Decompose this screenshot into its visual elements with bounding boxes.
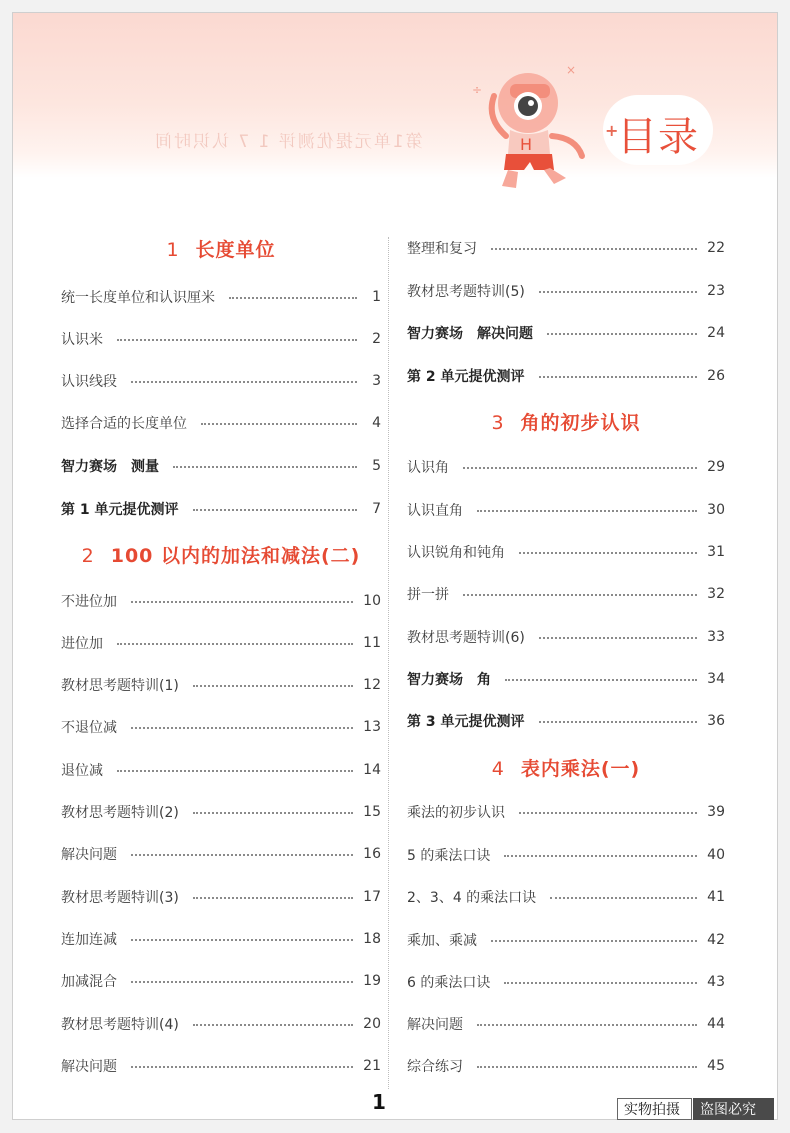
watermark-label: 实物拍摄 [617, 1098, 692, 1120]
toc-entry[interactable]: 认识米 2 [61, 331, 381, 348]
toc-entry[interactable]: 第 1 单元提优测评 7 [61, 501, 381, 518]
toc-entry[interactable]: 加减混合 19 [61, 973, 381, 990]
toc-entry[interactable]: 退位减 14 [61, 762, 381, 779]
section-heading-1: 1 长度单位 [166, 239, 276, 261]
section-heading-2: 2 100 以内的加法和减法(二) [81, 545, 361, 567]
toc-entry[interactable]: 整理和复习 22 [407, 240, 725, 257]
toc-entry[interactable]: 解决问题 21 [61, 1058, 381, 1075]
toc-entry[interactable]: 综合练习 45 [407, 1058, 725, 1075]
toc-entry[interactable]: 拼一拼 32 [407, 586, 725, 603]
toc-entry[interactable]: 连加连减 18 [61, 931, 381, 948]
toc-entry[interactable]: 5 的乘法口诀 40 [407, 847, 725, 864]
toc-entry[interactable]: 解决问题 44 [407, 1016, 725, 1033]
toc-entry[interactable]: 第 2 单元提优测评 26 [407, 368, 725, 385]
toc-entry[interactable]: 教材思考题特训(6) 33 [407, 629, 725, 646]
mascot-illustration [458, 58, 608, 198]
toc-entry[interactable]: 智力赛场 测量 5 [61, 458, 381, 475]
section-heading-4: 4 表内乘法(一) [491, 758, 641, 780]
toc-entry[interactable]: 乘法的初步认识 39 [407, 804, 725, 821]
toc-entry[interactable]: 2、3、4 的乘法口诀 41 [407, 889, 725, 906]
toc-entry[interactable]: 教材思考题特训(2) 15 [61, 804, 381, 821]
svg-text:×: × [566, 63, 577, 77]
banner-show-through-text: 第1单元提优测评 1 7 认识时间 [153, 132, 423, 152]
toc-entry[interactable]: 不退位减 13 [61, 719, 381, 736]
toc-entry[interactable]: 6 的乘法口诀 43 [407, 974, 725, 991]
toc-entry[interactable]: 智力赛场 角 34 [407, 671, 725, 688]
toc-entry[interactable]: 智力赛场 解决问题 24 [407, 325, 725, 342]
toc-entry[interactable]: 认识角 29 [407, 459, 725, 476]
toc-entry[interactable]: 认识锐角和钝角 31 [407, 544, 725, 561]
toc-entry[interactable]: 教材思考题特训(3) 17 [61, 889, 381, 906]
toc-entry[interactable]: 认识线段 3 [61, 373, 381, 390]
toc-entry[interactable]: 教材思考题特训(1) 12 [61, 677, 381, 694]
page-number: 1 [372, 1090, 386, 1114]
page-title: 目录 [617, 114, 699, 160]
toc-entry[interactable]: 统一长度单位和认识厘米 1 [61, 289, 381, 306]
toc-entry[interactable]: 解决问题 16 [61, 846, 381, 863]
toc-entry[interactable]: 不进位加 10 [61, 593, 381, 610]
svg-text:÷: ÷ [472, 83, 483, 97]
column-divider [388, 237, 390, 1089]
watermark-label: 盗图必究 [693, 1098, 774, 1120]
toc-entry[interactable]: 乘加、乘减 42 [407, 932, 725, 949]
document-page [12, 12, 778, 1120]
toc-entry[interactable]: 教材思考题特训(4) 20 [61, 1016, 381, 1033]
plus-icon: + [605, 121, 619, 140]
toc-entry[interactable]: 选择合适的长度单位 4 [61, 415, 381, 432]
toc-entry[interactable]: 教材思考题特训(5) 23 [407, 283, 725, 300]
toc-entry[interactable]: 认识直角 30 [407, 502, 725, 519]
svg-text:H: H [520, 135, 533, 154]
toc-entry[interactable]: 第 3 单元提优测评 36 [407, 713, 725, 730]
section-heading-3: 3 角的初步认识 [491, 412, 641, 434]
toc-entry[interactable]: 进位加 11 [61, 635, 381, 652]
